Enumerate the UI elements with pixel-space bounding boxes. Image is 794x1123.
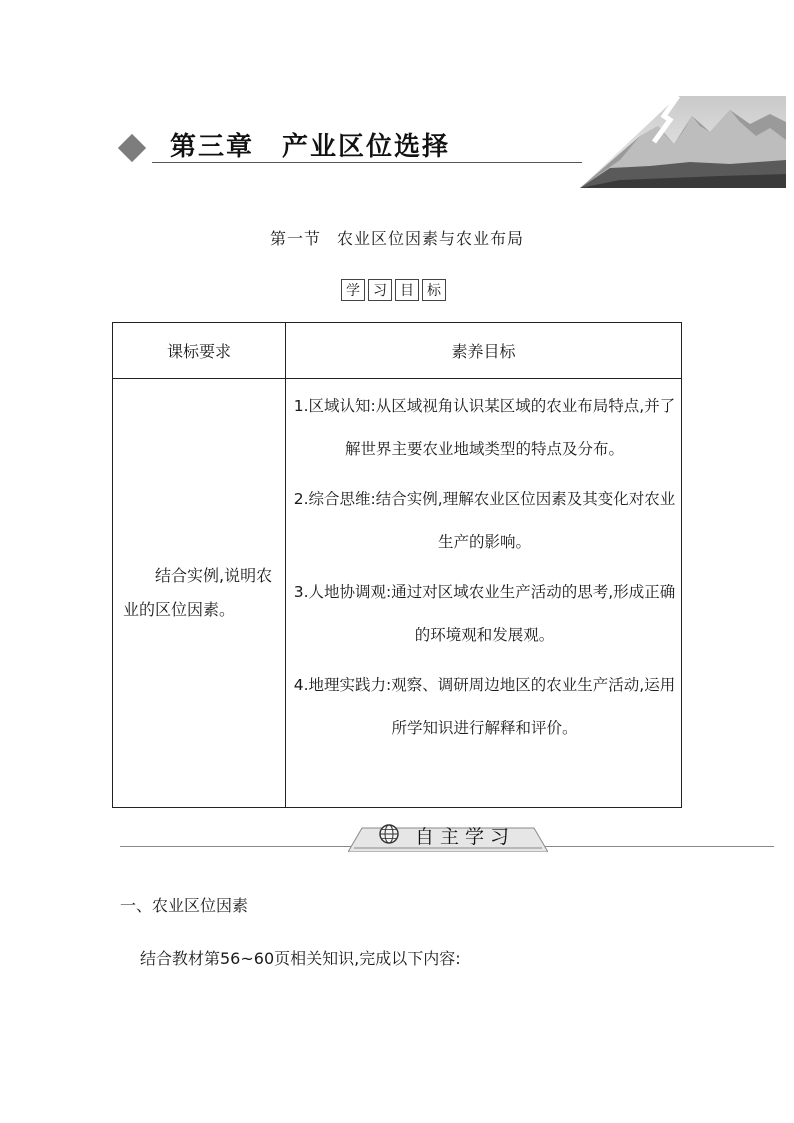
content-paragraph: 结合教材第56~60页相关知识,完成以下内容: (140, 949, 461, 968)
diamond-icon (118, 134, 146, 162)
literacy-item-geographic-practice: 4.地理实践力:观察、调研周边地区的农业生产活动,运用所学知识进行解释和评价。 (293, 676, 676, 737)
section-title (0, 226, 794, 249)
banner-title: 自主学习 (415, 826, 516, 848)
requirement-cell (113, 379, 286, 808)
literacy-item-integrated-thinking: 2.综合思维:结合实例,理解农业区位因素及其变化对农业生产的影响。 (293, 490, 676, 551)
objectives-char: 标 (422, 279, 446, 301)
requirement-text: 结合实例,说明农业的区位因素。 (123, 566, 273, 619)
chapter-name: 产业区位选择 (282, 132, 451, 162)
learning-objectives-label (341, 279, 446, 301)
section-name: 农业区位因素与农业布局 (337, 229, 525, 248)
section-number: 第一节 (269, 229, 321, 248)
literacy-item-regional-cognition: 1.区域认知:从区域视角认识某区域的农业布局特点,并了解世界主要农业地域类型的特点及分布。 (293, 397, 676, 458)
header-curriculum-requirement: 课标要求 (113, 323, 286, 379)
objectives-char: 学 (341, 279, 365, 301)
chapter-title (170, 126, 450, 163)
objectives-table (112, 322, 682, 808)
content-heading: 一、农业区位因素 (120, 896, 249, 915)
objectives-char: 习 (368, 279, 392, 301)
literacy-cell (286, 379, 682, 808)
chapter-number: 第三章 (170, 132, 255, 162)
header-literacy-goals: 素养目标 (286, 323, 682, 379)
chapter-rule (152, 162, 582, 163)
globe-icon (378, 823, 400, 845)
self-study-banner (120, 820, 774, 856)
objectives-char: 目 (395, 279, 419, 301)
literacy-item-human-earth-coordination: 3.人地协调观:通过对区域农业生产活动的思考,形成正确的环境观和发展观。 (293, 583, 676, 644)
chapter-header (118, 96, 788, 192)
mountain-landscape-image (580, 96, 786, 188)
table-header-row (113, 323, 682, 379)
table-row (113, 379, 682, 808)
